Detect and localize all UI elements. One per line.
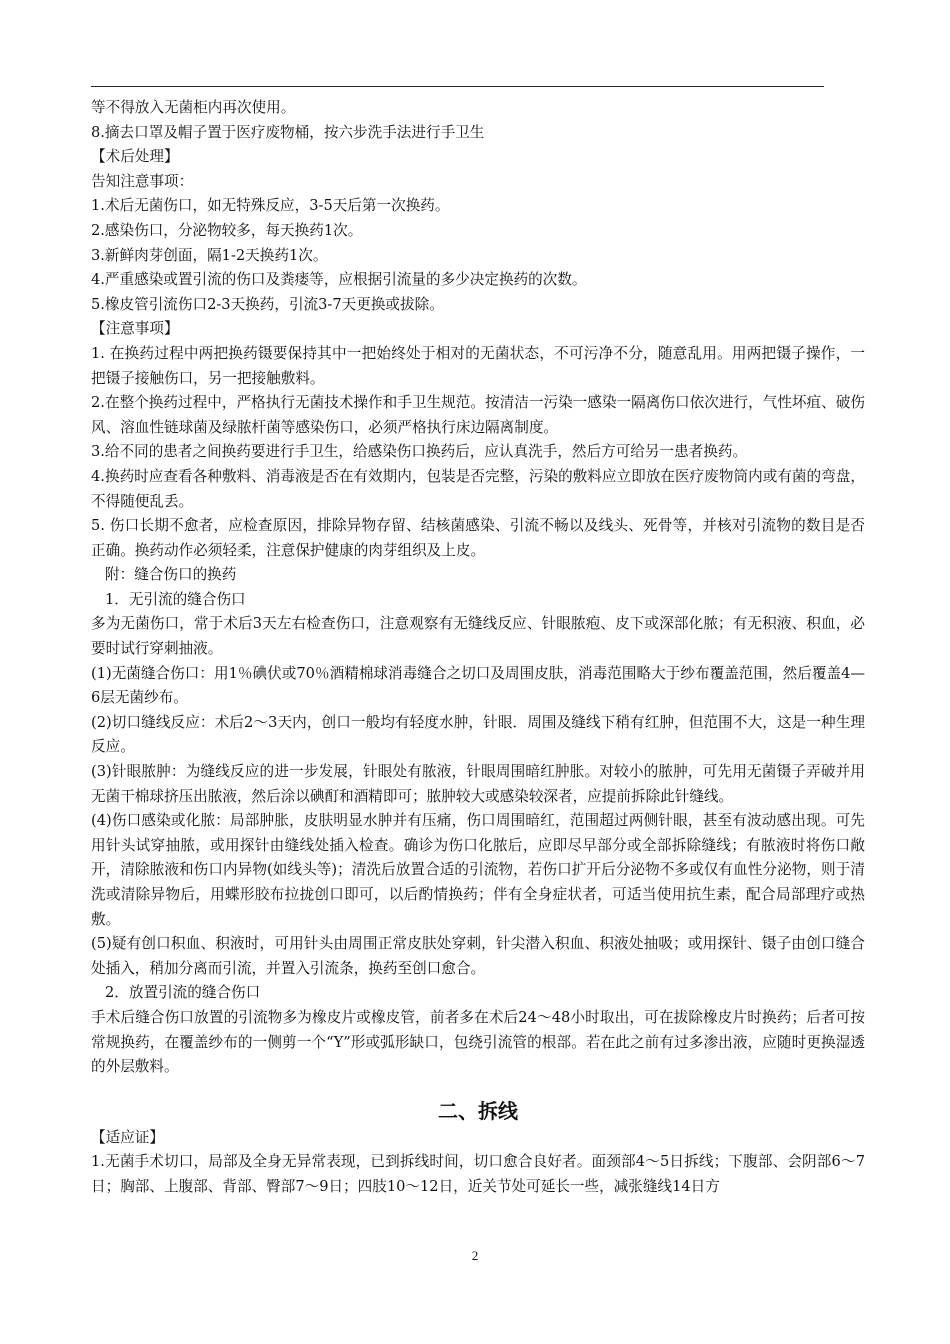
list-item: 5.橡皮管引流伤口2-3天换药，引流3-7天更换或拔除。 bbox=[91, 295, 444, 313]
appendix-title: 附：缝合伤口的换药 bbox=[105, 566, 237, 584]
note-item: 2.在整个换药过程中，严格执行无菌技术操作和手卫生规范。按清洁一污染一感染一隔离伤口依次进行，气性坏疽、破伤风、溶血性链球菌及绿脓杆菌等感染伤口，必须严格执行床边隔离制度。 bbox=[91, 394, 865, 436]
paragraph: 多为无菌伤口，常于术后3天左右检查伤口，注意观察有无缝线反应、针眼脓疱、皮下或深部化脓；有无积液、积血，必要时试行穿刺抽液。 bbox=[91, 615, 865, 658]
paragraph: 告知注意事项： bbox=[91, 172, 194, 190]
list-item: 3.新鲜肉芽创面，隔1-2天换药1次。 bbox=[91, 246, 328, 264]
paragraph: 手术后缝合伤口放置的引流物多为橡皮片或橡皮管，前者多在术后24～48小时取出，可在拔除橡皮片时换药；后者可按常规换药，在覆盖纱布的一侧剪一个“Y”形或弧形缺口，包绕引流管的根部。若在此之前有过多渗出液，应随时更换湿透的外层敷料。 bbox=[91, 1008, 865, 1076]
list-item: 1.术后无菌伤口，如无特殊反应，3-5天后第一次换药。 bbox=[91, 197, 450, 215]
paragraph: (2)切口缝线反应：术后2～3天内，创口一般均有轻度水肿，针眼．周围及缝线下稍有红肿，但范围不大，这是一种生理反应。 bbox=[91, 713, 865, 756]
section-heading-indications: 【适应证】 bbox=[91, 1128, 164, 1146]
paragraph: 8.摘去口罩及帽子置于医疗废物桶，按六步洗手法进行手卫生 bbox=[91, 123, 485, 141]
list-item: 4.严重感染或置引流的伤口及粪瘘等，应根据引流量的多少决定换药的次数。 bbox=[91, 271, 587, 289]
paragraph: (5)疑有创口积血、积液时，可用针头由周围正常皮肤处穿刺，针尖潜入积血、积液处抽吸；或用探针、镊子由创口缝合处插入，稍加分离而引流，并置入引流条，换药至创口愈合。 bbox=[91, 935, 865, 977]
page-number: 2 bbox=[471, 1248, 479, 1263]
subsection-title: 1．无引流的缝合伤口 bbox=[105, 590, 246, 608]
chapter-heading: 二、拆线 bbox=[438, 1098, 518, 1123]
document-body bbox=[91, 96, 865, 1200]
note-item: 5. 伤口长期不愈者，应检查原因，排除异物存留、结核菌感染、引流不畅以及线头、死骨等，并核对引流物的数目是否正确。换药动作必须轻柔，注意保护健康的肉芽组织及上皮。 bbox=[91, 517, 865, 559]
paragraph: 1.无菌手术切口，局部及全身无异常表现，已到拆线时间，切口愈合良好者。面颈部4～5日拆线；下腹部、会阴部6～7日；胸部、上腹部、背部、臀部7～9日；四肢10～12日，近关节处可延长一些，减张缝线14日方 bbox=[91, 1153, 865, 1195]
paragraph: (1)无菌缝合伤口：用1％碘伏或70％酒精棉球消毒缝合之切口及周围皮肤，消毒范围略大于纱布覆盖范围，然后覆盖4—6层无菌纱布。 bbox=[91, 664, 865, 707]
note-item: 3.给不同的患者之间换药要进行手卫生，给感染伤口换药后，应认真洗手，然后方可给另一患者换药。 bbox=[91, 443, 748, 461]
section-heading-precautions: 【注意事项】 bbox=[91, 320, 179, 338]
note-item: 4.换药时应查看各种敷料、消毒液是否在有效期内，包装是否完整，污染的敷料应立即放在医疗废物筒内或有菌的弯盘，不得随便乱丢。 bbox=[91, 467, 865, 510]
paragraph: (3)针眼脓肿：为缝线反应的进一步发展，针眼处有脓液，针眼周围暗红肿胀。对较小的脓肿，可先用无菌镊子弄破并用无菌干棉球挤压出脓液，然后涂以碘酊和酒精即可；脓肿较大或感染较深者，应提前拆除此针缝线。 bbox=[91, 763, 865, 805]
paragraph: (4)伤口感染或化脓：局部肿胀，皮肤明显水肿并有压痛，伤口周围暗红，范围超过两侧针眼，甚至有波动感出现。可先用针头试穿抽脓，或用探针由缝线处插入检查。确诊为伤口化脓后，应即尽早部分或全部拆除缝线；有脓液时将伤口敞开，清除脓液和伤口内异物(如线头等)；清洗后放置合适的引流物，若伤口扩开后分泌物不多或仅有血性分泌物，则于清洗或清除异物后，用蝶形胶布拉拢创口即可，以后酌情换药；伴有全身症状者，可适当使用抗生素，配合局部理疗或热敷。 bbox=[91, 812, 865, 928]
paragraph: 等不得放入无菌柜内再次使用。 bbox=[91, 99, 296, 116]
section-heading-postop: 【术后处理】 bbox=[91, 148, 179, 166]
note-item: 1. 在换药过程中两把换药镊要保持其中一把始终处于相对的无菌状态，不可污净不分，随意乱用。用两把镊子操作，一把镊子接触伤口，另一把接触敷料。 bbox=[91, 344, 865, 387]
list-item: 2.感染伤口，分泌物较多，每天换药1次。 bbox=[91, 221, 363, 239]
subsection-title: 2．放置引流的缝合伤口 bbox=[105, 984, 261, 1002]
header-rule bbox=[91, 86, 824, 87]
